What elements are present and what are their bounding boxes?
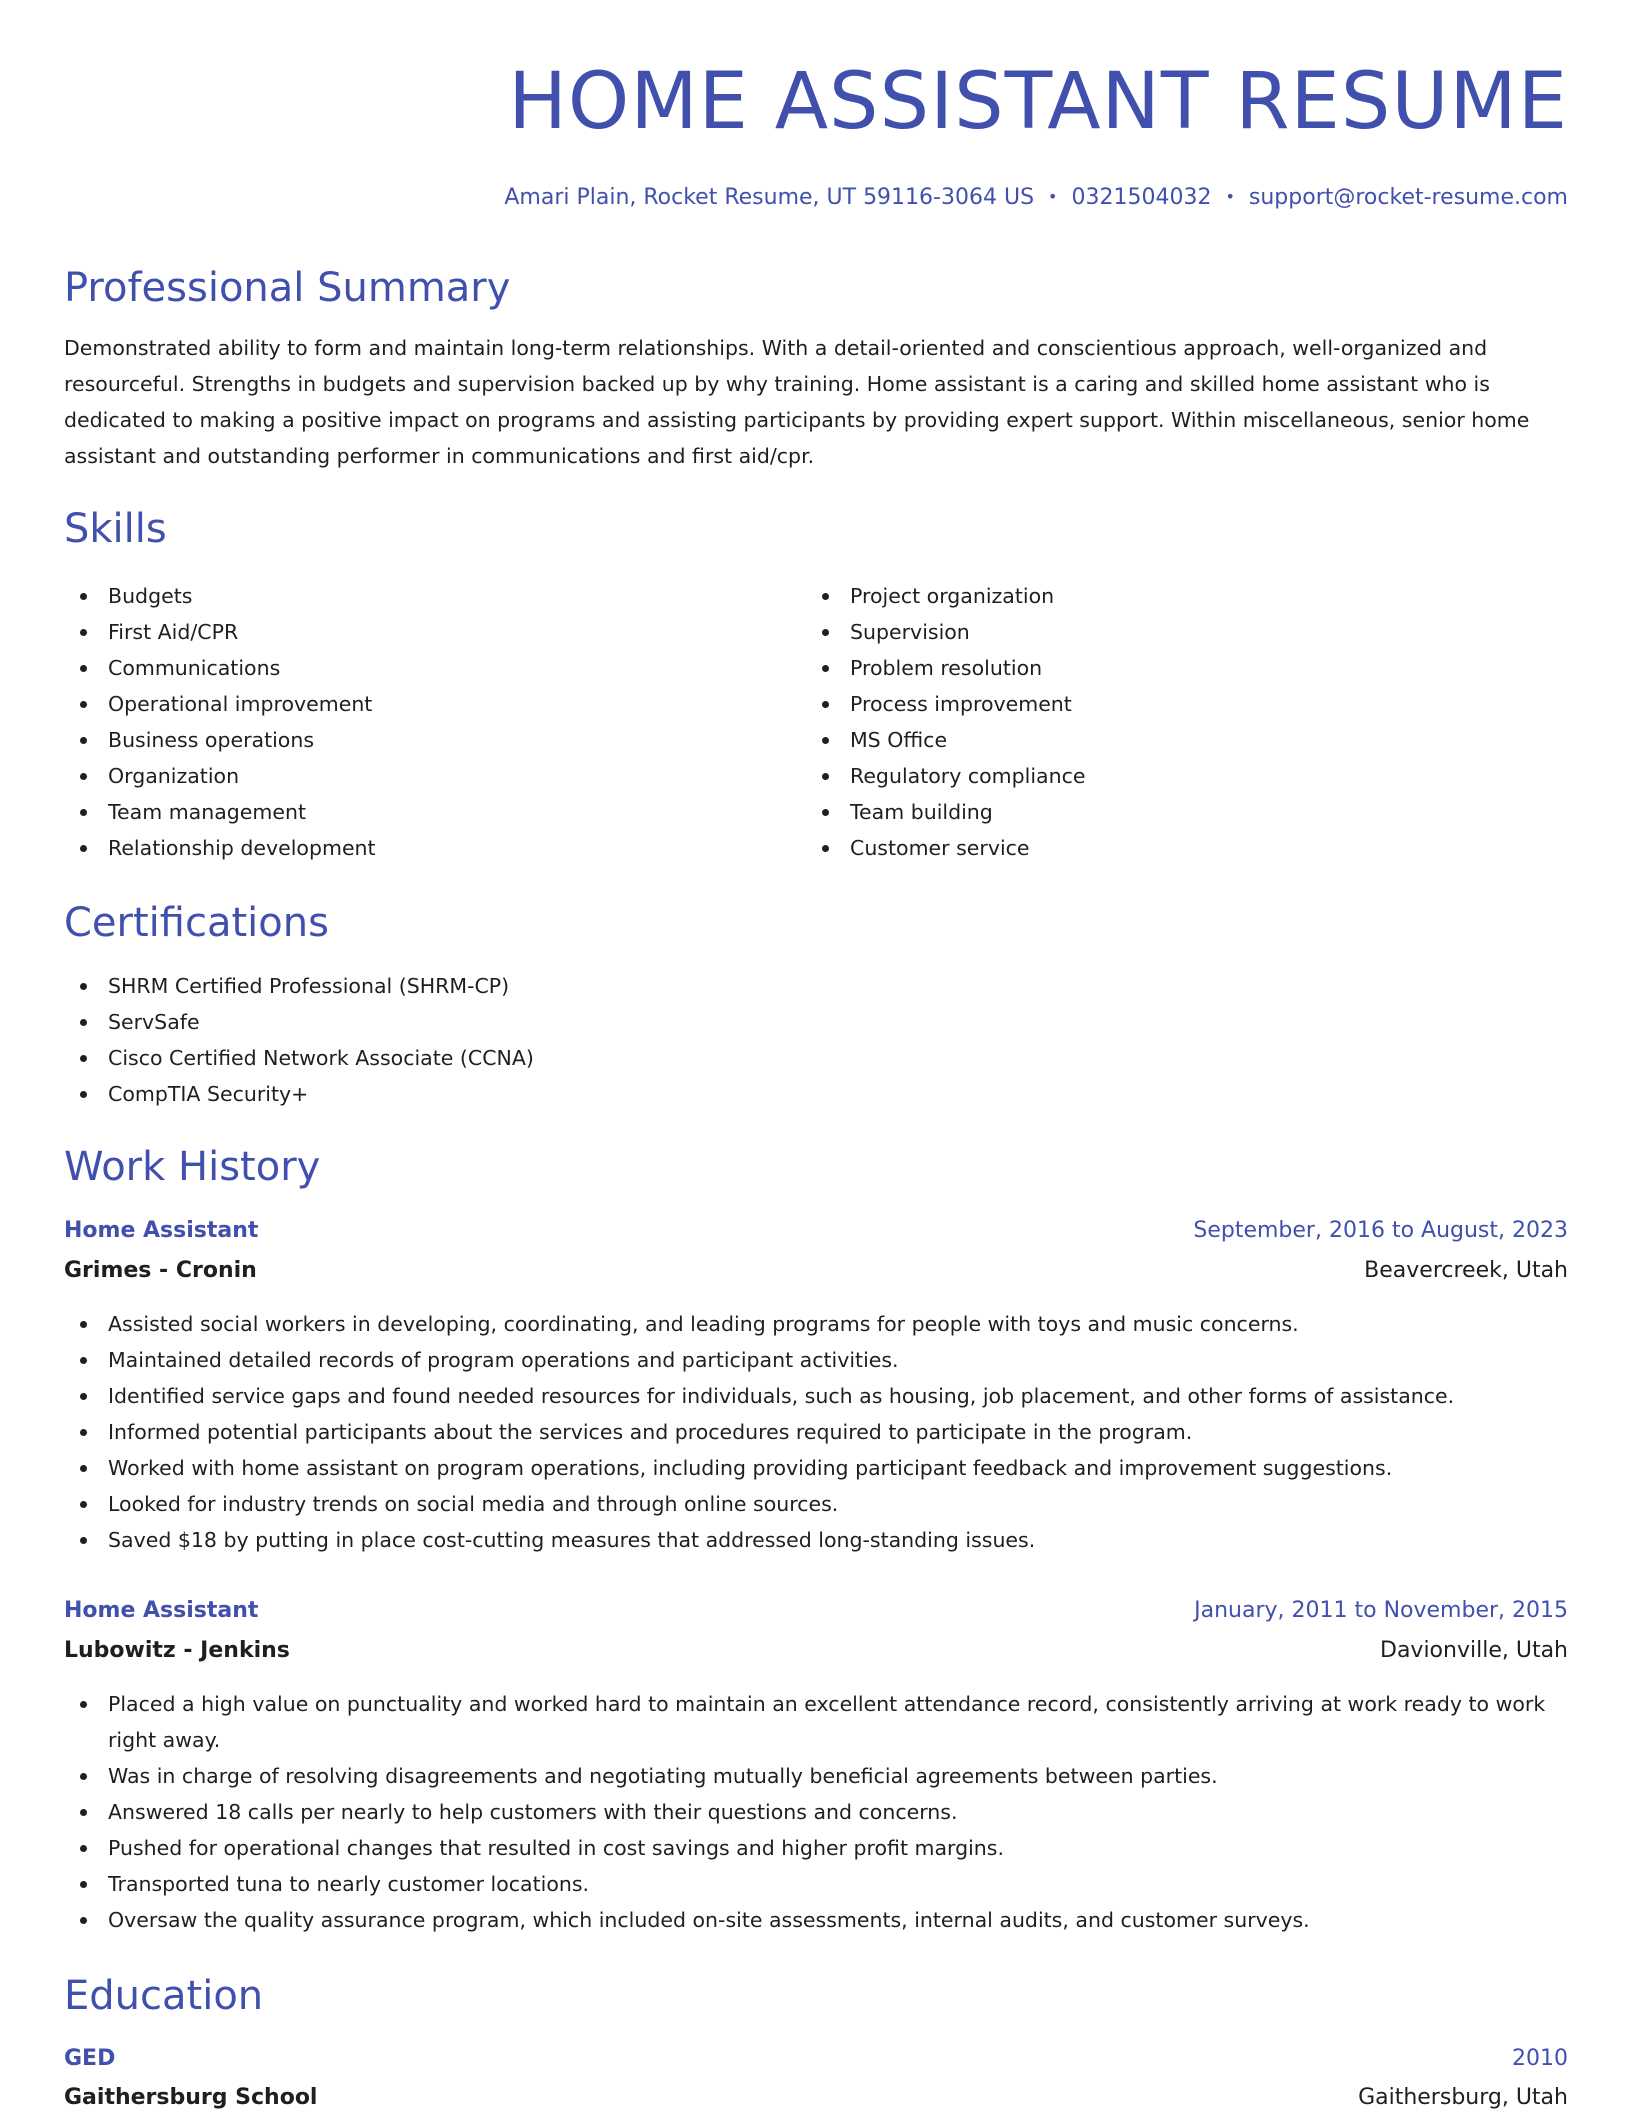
summary-heading: Professional Summary [64,265,511,311]
job-title: Home Assistant [64,1598,259,1623]
education-school: Gaithersburg School [64,2085,318,2110]
skill-item: Operational improvement [64,686,764,722]
skill-item: Business operations [64,722,764,758]
skill-item: MS Office [806,722,1506,758]
job-location: Davionville, Utah [1380,1638,1568,1663]
job-duty: Identified service gaps and found needed resources for individuals, such as housing, job placement, and other forms of assistance. [64,1378,1568,1414]
job-duty: Assisted social workers in developing, coordinating, and leading programs for people with toys and music concerns. [64,1306,1568,1342]
job-duty: Oversaw the quality assurance program, which included on-site assessments, internal audits, and customer surveys. [64,1902,1568,1938]
job-dates: September, 2016 to August, 2023 [1193,1218,1568,1243]
certifications-heading: Certifications [64,900,329,946]
job-company: Lubowitz - Jenkins [64,1638,290,1663]
education-degree: GED [64,2046,116,2071]
job-duty: Pushed for operational changes that resulted in cost savings and higher profit margins. [64,1830,1568,1866]
job-title: Home Assistant [64,1218,259,1243]
job-employer-row [64,1253,1568,1289]
education-year: 2010 [1512,2046,1568,2071]
job-duty: Worked with home assistant on program operations, including providing participant feedback and improvement suggestions. [64,1450,1568,1486]
job-duties-list [64,1306,1568,1558]
education-school-row [64,2080,1568,2112]
skills-heading: Skills [64,506,167,552]
job-duty: Maintained detailed records of program operations and participant activities. [64,1342,1568,1378]
skill-item: First Aid/CPR [64,614,764,650]
job-duty: Looked for industry trends on social media and through online sources. [64,1486,1568,1522]
contact-line [504,182,1568,213]
certification-item: Cisco Certified Network Associate (CCNA) [64,1040,1568,1076]
job-duty: Transported tuna to nearly customer locations. [64,1866,1568,1902]
skill-item: Problem resolution [806,650,1506,686]
certification-item: CompTIA Security+ [64,1076,1568,1112]
job-duty: Answered 18 calls per nearly to help customers with their questions and concerns. [64,1794,1568,1830]
skill-item: Budgets [64,578,764,614]
job-location: Beavercreek, Utah [1364,1258,1568,1283]
job-employer-row [64,1633,1568,1669]
skill-item: Team building [806,794,1506,830]
job-header [64,1213,1568,1249]
job-company: Grimes - Cronin [64,1258,257,1283]
skill-item: Customer service [806,830,1506,866]
education-header [64,2041,1568,2077]
contact-separator: • [1048,187,1058,206]
contact-email[interactable]: support@rocket-resume.com [1248,185,1568,210]
skill-item: Process improvement [806,686,1506,722]
certification-item: SHRM Certified Professional (SHRM-CP) [64,968,1568,1004]
certifications-list [64,968,1568,1112]
job-duty: Was in charge of resolving disagreements and negotiating mutually beneficial agreements between parties. [64,1758,1568,1794]
job-duty: Informed potential participants about the services and procedures required to participate in the program. [64,1414,1568,1450]
work-history-heading: Work History [64,1144,321,1190]
skills-list-left [64,578,764,866]
contact-phone: 0321504032 [1071,185,1212,210]
skills-list-right [806,578,1506,866]
job-duty: Placed a high value on punctuality and worked hard to maintain an excellent attendance record, consistently arriving at work ready to work right away. [64,1686,1568,1758]
job-duty: Saved $18 by putting in place cost-cutting measures that addressed long-standing issues. [64,1522,1568,1558]
contact-address: Amari Plain, Rocket Resume, UT 59116-3064 US [504,185,1035,210]
job-dates: January, 2011 to November, 2015 [1194,1598,1568,1623]
skill-item: Communications [64,650,764,686]
skill-item: Project organization [806,578,1506,614]
contact-separator: • [1225,187,1235,206]
skill-item: Relationship development [64,830,764,866]
summary-text: Demonstrated ability to form and maintain long-term relationships. With a detail-oriented and conscientious approach, well-organized and resourceful. Strengths in budgets and supervision backed up by why training. Home assistant is a caring and skilled home assistant who is dedicated to making a positive impact on programs and assisting participants by providing expert support. Within miscellaneous, senior home assistant and outstanding performer in communications and first aid/cpr. [64,336,1530,468]
job-duties-list [64,1686,1568,1938]
skill-item: Organization [64,758,764,794]
skill-item: Team management [64,794,764,830]
certification-item: ServSafe [64,1004,1568,1040]
education-location: Gaithersburg, Utah [1358,2085,1568,2110]
education-heading: Education [64,1973,264,2019]
skill-item: Supervision [806,614,1506,650]
skill-item: Regulatory compliance [806,758,1506,794]
job-header [64,1593,1568,1629]
resume-title: HOME ASSISTANT RESUME [508,57,1568,147]
